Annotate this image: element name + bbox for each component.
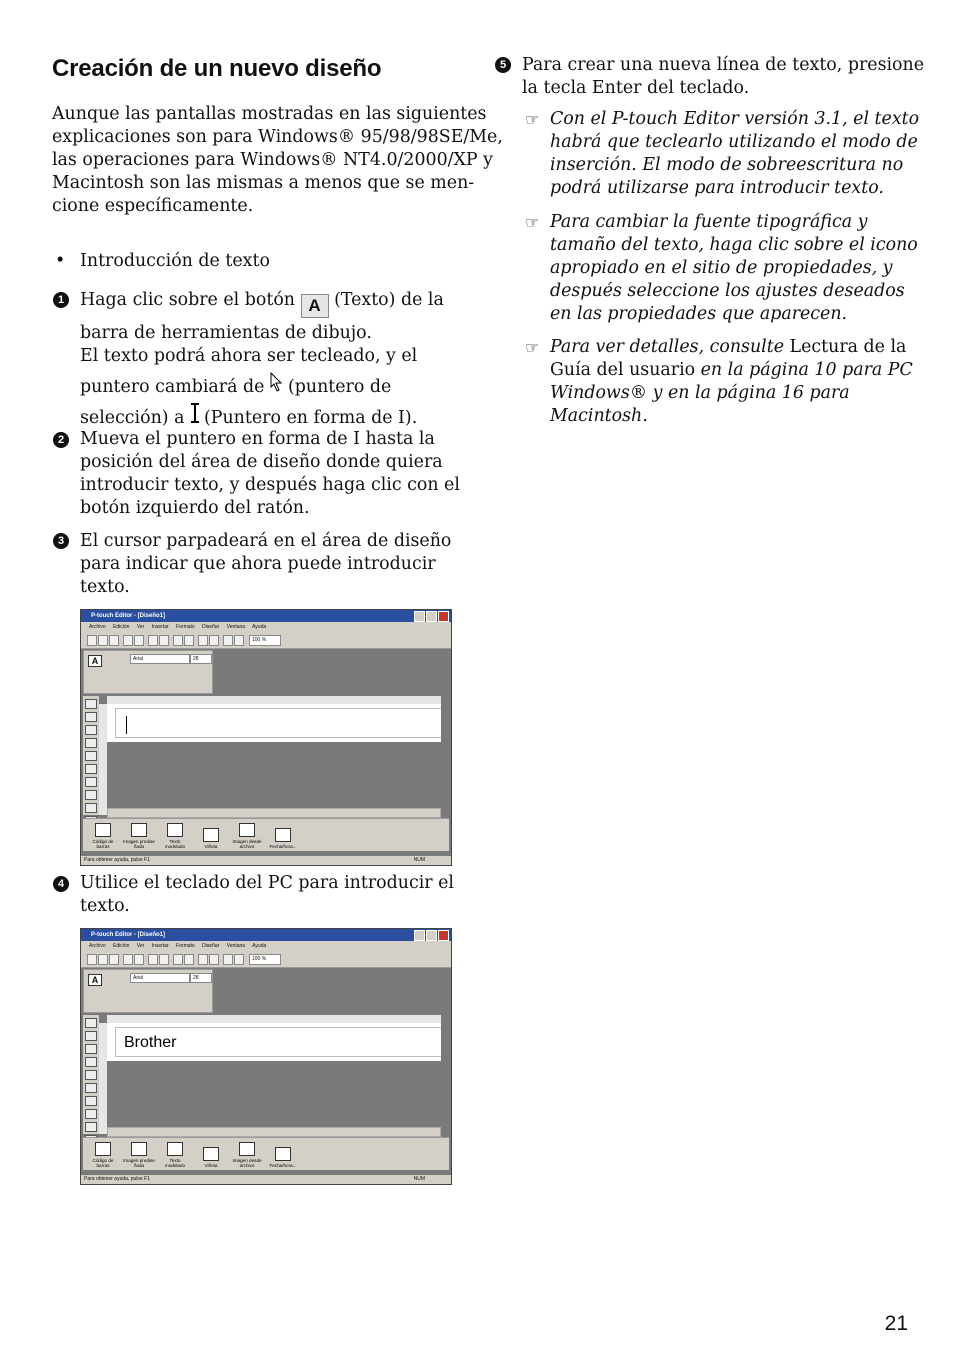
selection-pointer-icon [270, 372, 288, 399]
minimize-icon [414, 930, 425, 941]
draw-toolbar [83, 696, 99, 815]
text-cursor [126, 716, 127, 734]
step-2-number: 2 [53, 432, 69, 448]
i-beam-pointer-icon [190, 403, 204, 430]
property-dock: A Arial 28 [83, 650, 213, 694]
status-bar: Para obtener ayuda, pulse F1 NUM [81, 856, 451, 865]
note-2: Para cambiar la fuente tipográfica y tamaño del texto, haga clic sobre el icono apropiado en el sitio de propiedades, y después seleccione los ajustes deseados en las propiedades que aparecen. [550, 212, 918, 324]
step-1: Haga clic sobre el botón A (Texto) de la barra de herramientas de dibujo. El texto podrá ahora ser tecleado, y el puntero cambiará de (puntero de selección) a (Puntero en forma de I). [80, 290, 444, 428]
step-4-number: 4 [53, 876, 69, 892]
bullet-text: Introducción de texto [80, 251, 270, 271]
pointing-hand-icon: ☞ [525, 110, 540, 129]
layout-area [107, 704, 441, 742]
step-3-number: 3 [53, 533, 69, 549]
minimize-icon [414, 611, 425, 622]
intro-paragraph: Aunque las pantallas mostradas en las siguientes explicaciones son para Windows® 95/98/98SE/Me, las operaciones para Windows® NT4.0/2000/XP y Macintosh son las mismas a menos que se men- cione específicamente. [52, 104, 503, 216]
step-5-number: 5 [495, 57, 511, 73]
object-dock: Código de barras Imagen predise ñada Texto modelado Viñeta Imagen desde archivo Fecha/hora... [83, 818, 449, 851]
step-5: Para crear una nueva línea de texto, presione la tecla Enter del teclado. [522, 55, 925, 98]
close-icon [438, 930, 449, 941]
menu-bar: Archivo Edición Ver Insertar Formato Diseñar Ventana Ayuda [81, 622, 451, 632]
toolbar: 100 % [81, 632, 451, 649]
bullet-marker: • [55, 251, 66, 271]
step-3: El cursor parpadeará en el área de diseño para indicar que ahora puede introducir texto. [80, 531, 452, 597]
note-1: Con el P-touch Editor versión 3.1, el texto habrá que teclearlo utilizando el modo de inserción. El modo de sobreescritura no podrá utilizarse para introducir texto. [550, 109, 920, 198]
pointing-hand-icon: ☞ [525, 338, 540, 357]
editor-screenshot-2: P-touch Editor - [Diseño1] Archivo Edición Ver Insertar Formato Diseñar Ventana Ayuda 100 % A Arial 28 Brother Código de barras Imagen predise ñada Texto modelado Viñeta Imagen desde archivo Fecha/hora... Para obtener ayuda, pulse F1 NUM [80, 928, 452, 1185]
maximize-icon [426, 930, 437, 941]
step-2: Mueva el puntero en forma de I hasta la posición del área de diseño donde quiera introducir texto, y después haga clic con el botón izquierdo del ratón. [80, 429, 460, 518]
text-tool-icon: A [301, 294, 329, 318]
pointing-hand-icon: ☞ [525, 213, 540, 232]
close-icon [438, 611, 449, 622]
editor-screenshot-1 [80, 609, 452, 866]
note-3: Para ver detalles, consulte Lectura de la Guía del usuario en la página 10 para PC Windows® y en la página 16 para Macintosh. [550, 337, 913, 426]
typed-text: Brother [124, 1034, 177, 1051]
window-title: P-touch Editor - [Diseño1] [81, 610, 451, 622]
page-number: 21 [884, 1312, 908, 1335]
label-area [115, 708, 441, 738]
maximize-icon [426, 611, 437, 622]
step-1-number: 1 [53, 292, 69, 308]
horizontal-scrollbar [107, 808, 441, 818]
page-title: Creación de un nuevo diseño [52, 55, 382, 82]
step-4: Utilice el teclado del PC para introducir el texto. [80, 873, 454, 916]
